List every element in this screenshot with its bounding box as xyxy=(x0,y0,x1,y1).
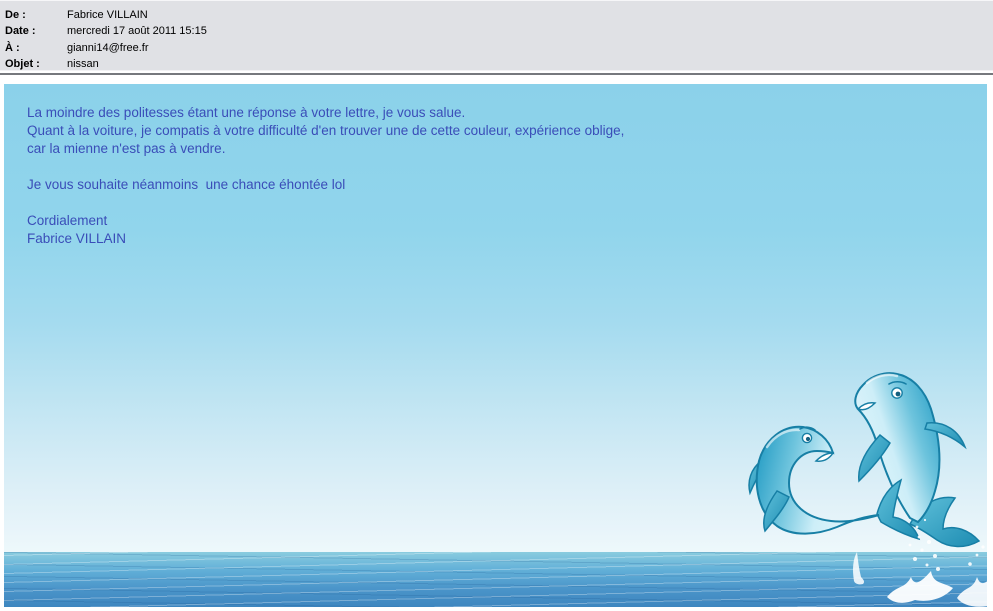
message-line: car la mienne n'est pas à vendre. xyxy=(27,141,226,156)
header-row-date xyxy=(5,23,993,39)
message-line xyxy=(27,158,747,176)
right-dolphin-pupil xyxy=(896,392,901,397)
to-value: gianni14@free.fr xyxy=(67,41,149,54)
small-spout xyxy=(853,552,864,584)
left-dolphin-mouth xyxy=(816,453,833,461)
left-dolphin-pupil xyxy=(806,437,810,441)
header-row-subject xyxy=(5,56,993,72)
from-label: De : xyxy=(5,9,26,21)
main-splash xyxy=(887,571,953,603)
email-header xyxy=(0,0,993,71)
message-line: Quant à la voiture, je compatis à votre difficulté d'en trouver une de cette couleur, expérience oblige, xyxy=(27,123,625,138)
date-label: Date : xyxy=(5,25,36,38)
right-dolphin xyxy=(855,373,979,546)
dolphins-image xyxy=(747,367,987,607)
email-body xyxy=(4,84,987,607)
subject-value: nissan xyxy=(67,58,99,71)
message-line: Cordialement xyxy=(27,213,108,228)
message-text xyxy=(27,104,747,248)
date-value: mercredi 17 août 2011 15:15 xyxy=(67,25,207,38)
message-line: Fabrice VILLAIN xyxy=(27,231,127,246)
corner-splash xyxy=(957,576,987,607)
header-separator xyxy=(0,73,993,75)
header-row-from xyxy=(5,7,993,23)
from-value: Fabrice VILLAIN xyxy=(67,9,148,21)
message-line xyxy=(27,194,747,212)
to-label: À : xyxy=(5,41,20,54)
message-line: Je vous souhaite néanmoins une chance éhontée lol xyxy=(27,177,346,192)
subject-label: Objet : xyxy=(5,58,40,71)
message-line: La moindre des politesses étant une réponse à votre lettre, je vous salue. xyxy=(27,105,466,120)
header-row-to xyxy=(5,40,993,56)
